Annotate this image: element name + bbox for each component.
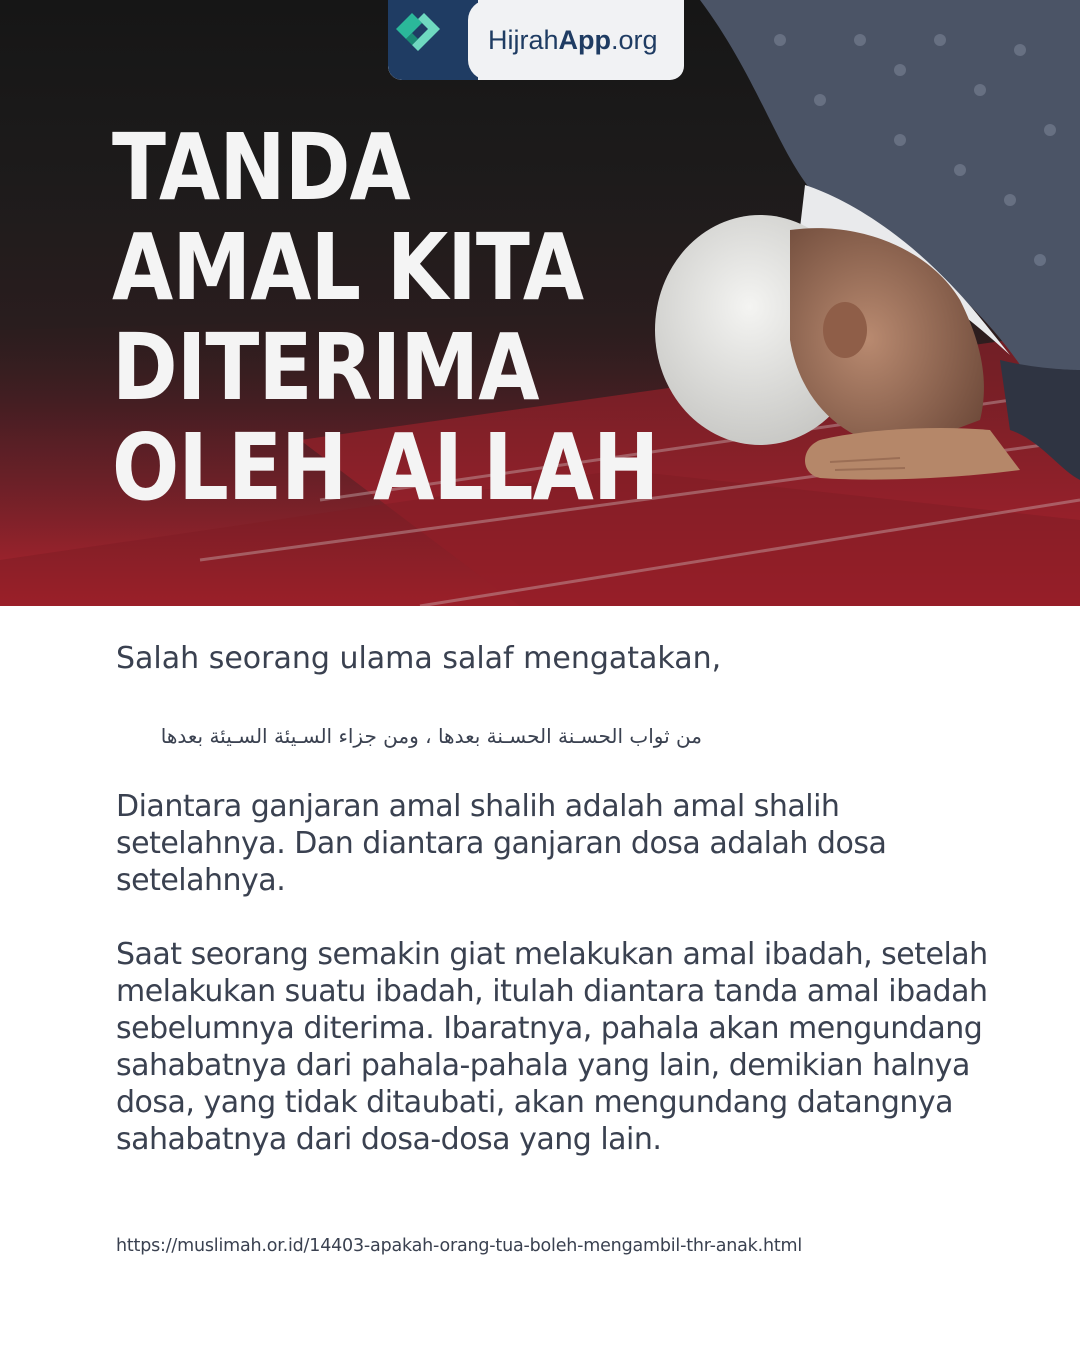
intro-text: Salah seorang ulama salaf mengatakan, (116, 641, 722, 676)
brand-logo[interactable] (388, 0, 684, 80)
title-line: TANDA (112, 114, 410, 221)
hijrahapp-logo-icon (388, 0, 478, 80)
source-link[interactable]: https://muslimah.or.id/14403-apakah-orang-tua-boleh-mengambil-thr-anak.html (116, 1236, 803, 1256)
title-line: OLEH ALLAH (112, 414, 659, 521)
paragraph-1: Diantara ganjaran amal shalih adalah amal shalih setelahnya. Dan diantara ganjaran dosa adalah dosa setelahnya. (116, 789, 887, 898)
paragraph-2: Saat seorang semakin giat melakukan amal ibadah, setelah melakukan suatu ibadah, itulah diantara tanda amal ibadah sebelumnya diterima. Ibaratnya, pahala akan mengundang sahabatnya dari pahala-pahala yang lain, demikian halnya dosa, yang tidak ditaubati, akan mengundang datangnya sahabatnya dari dosa-dosa yang lain. (116, 937, 988, 1157)
title-line: AMAL KITA (112, 214, 584, 321)
hero-banner (0, 0, 1080, 606)
page-title (112, 114, 659, 521)
brand-name: HijrahApp.org (488, 24, 658, 55)
arabic-quote: من ثواب الحسـنة الحسـنة بعدها ، ومن جزاء السـيئة السـيئة بعدها (160, 724, 702, 748)
title-line: DITERIMA (112, 314, 539, 421)
